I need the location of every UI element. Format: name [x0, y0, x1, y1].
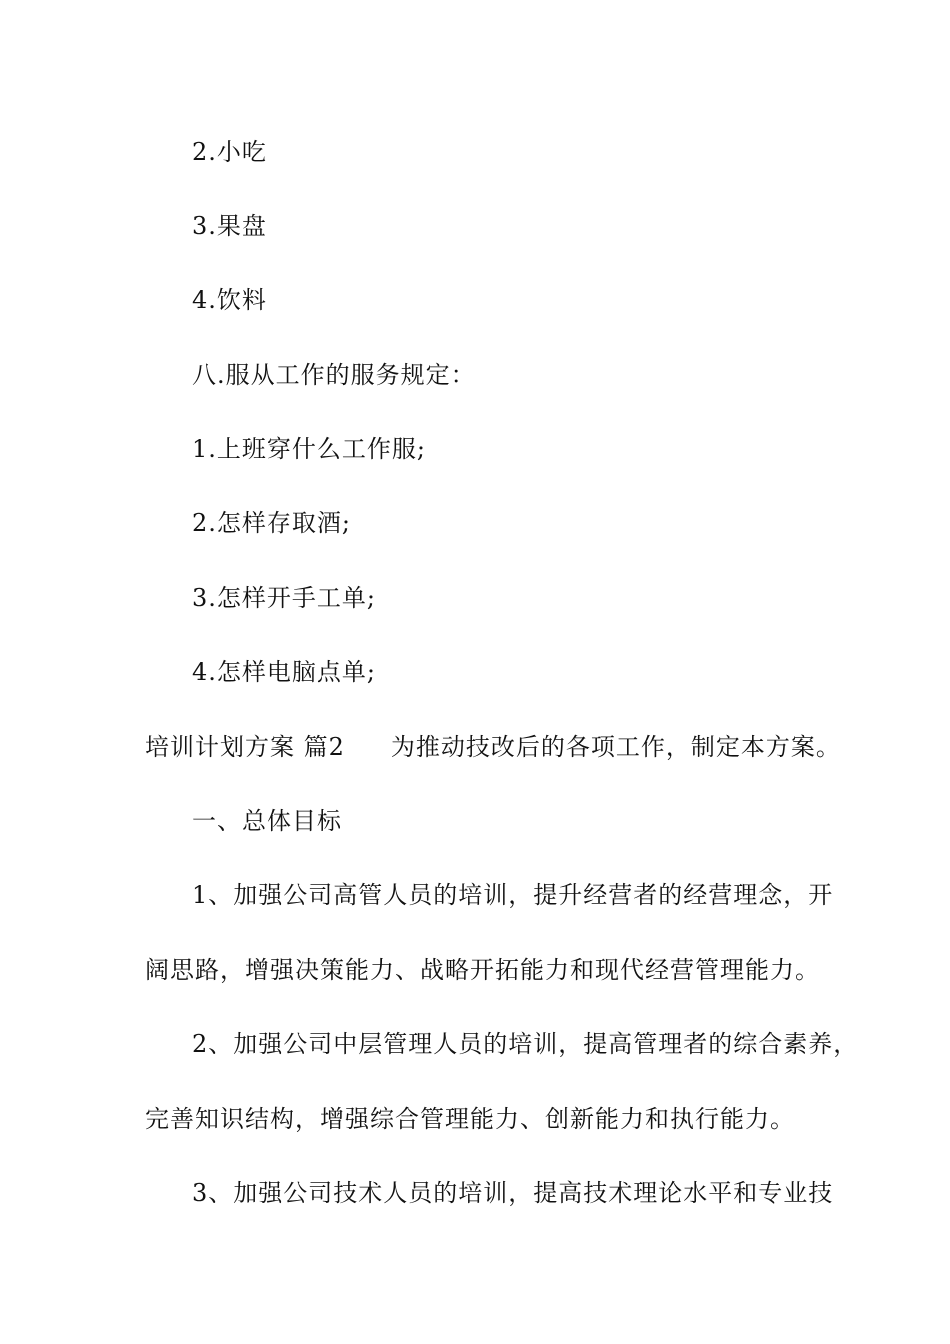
heading-goals: 一、总体目标	[192, 807, 342, 835]
list-item: 3.怎样开手工单;	[192, 584, 376, 612]
paragraph-line: 3、加强公司技术人员的培训，提高技术理论水平和专业技	[192, 1179, 834, 1207]
paragraph-line: 阔思路，增强决策能力、战略开拓能力和现代经营管理能力。	[145, 956, 820, 984]
section-title-line	[145, 732, 841, 762]
paragraph-line: 完善知识结构，增强综合管理能力、创新能力和执行能力。	[145, 1105, 795, 1133]
paragraph-line: 1、加强公司高管人员的培训，提升经营者的经营理念，开	[192, 881, 834, 909]
list-item: 2.小吃	[192, 138, 267, 166]
section-intro: 为推动技改后的各项工作，制定本方案。	[390, 733, 841, 761]
list-item: 1.上班穿什么工作服;	[192, 435, 426, 463]
list-item: 4.怎样电脑点单;	[192, 658, 376, 686]
list-item: 4.饮料	[192, 286, 267, 314]
list-item: 2.怎样存取酒;	[192, 509, 351, 537]
section-heading: 八.服从工作的服务规定：	[192, 361, 476, 389]
paragraph-line: 2、加强公司中层管理人员的培训，提高管理者的综合素养，	[192, 1030, 859, 1058]
list-item: 3.果盘	[192, 212, 267, 240]
section-title: 培训计划方案 篇2	[145, 733, 345, 761]
